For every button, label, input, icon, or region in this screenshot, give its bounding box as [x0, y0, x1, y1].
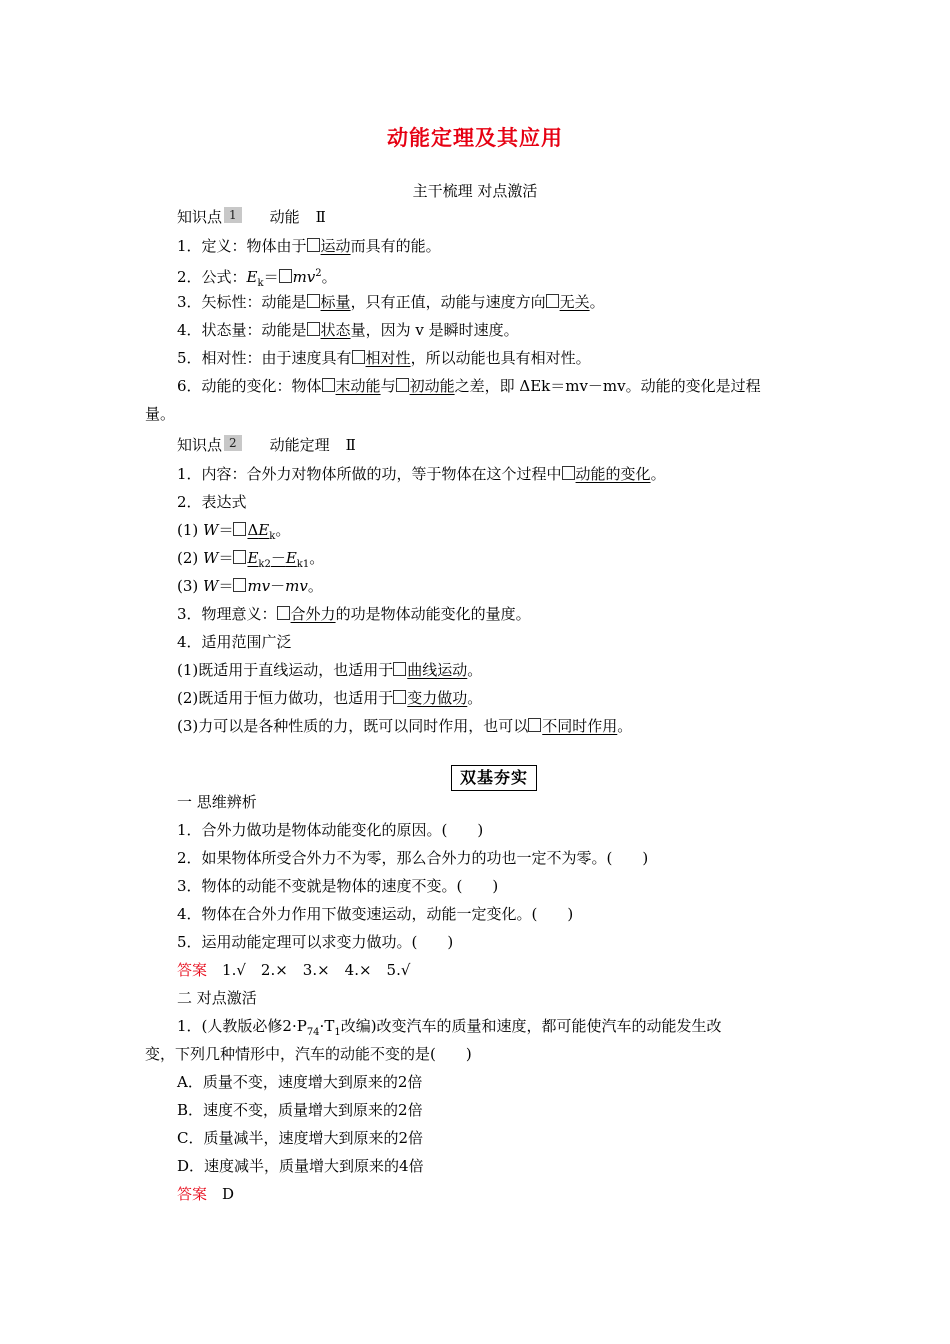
question-1: 1．合外力做功是物体动能变化的原因。( ) — [177, 821, 484, 839]
box-icon — [396, 378, 409, 392]
answer-label: 答案 — [177, 961, 208, 979]
answer-row-2 — [177, 1184, 234, 1204]
option-b: B．速度不变，质量增大到原来的2倍 — [177, 1101, 423, 1119]
kp2-label: 知识点 — [177, 436, 223, 454]
box-icon — [277, 606, 290, 620]
box-icon — [528, 718, 541, 732]
box-icon — [307, 322, 320, 336]
kp2-expr-3: (3) W＝ mv－mv。 — [177, 577, 323, 595]
box-icon — [279, 269, 292, 283]
part2-title: 二 对点激活 — [177, 989, 257, 1007]
kp2-expr-2: (2) $W= E_{k2}-E_{k1}$。 — [177, 549, 325, 570]
kp2-expr-1: (1) $W= \Delta E_k$。 — [177, 521, 291, 542]
box-icon — [307, 238, 320, 252]
kp1-item-6-cont: 量。 — [145, 405, 176, 423]
kp1-topic: 动能 — [269, 208, 300, 226]
kp2-scope-1: (1)既适用于直线运动，也适用于 曲线运动。 — [177, 661, 483, 679]
part1-title: 一 思维辨析 — [177, 793, 257, 811]
kp2-number-badge: 2 — [224, 435, 242, 451]
kp2-level: Ⅱ — [345, 436, 356, 454]
kp1-number-badge: 1 — [224, 207, 242, 223]
answer-blank: 运动 — [307, 237, 351, 255]
kp2-header — [177, 435, 356, 455]
question-5: 5．运用动能定理可以求变力做功。( ) — [177, 933, 454, 951]
box-icon — [233, 522, 246, 536]
kp2-item-2: 2．表达式 — [177, 493, 247, 511]
kp1-label: 知识点 — [177, 208, 223, 226]
kp2-item-1: 1．内容：合外力对物体所做的功，等于物体在这个过程中 动能的变化。 — [177, 465, 666, 483]
box-icon — [393, 690, 406, 704]
kp2-scope-2: (2)既适用于恒力做功，也适用于 变力做功。 — [177, 689, 483, 707]
answer-text: D — [222, 1185, 235, 1203]
kp1-item-5: 5．相对性：由于速度具有 相对性，所以动能也具有相对性。 — [177, 349, 591, 367]
text: 而具有的能。 — [350, 237, 441, 255]
answer-label: 答案 — [177, 1185, 208, 1203]
box-icon — [233, 578, 246, 592]
answer-row-1 — [177, 960, 410, 980]
activation-q1-line1: 1．(人教版必修$2\cdot P_{74}\cdot T_1$改编)改变汽车的质量和速度，都可能使汽车的动能发生改 — [177, 1017, 722, 1038]
kp1-item-3: 3．矢标性：动能是 标量，只有正值，动能与速度方向 无关。 — [177, 293, 605, 311]
box-icon — [307, 294, 320, 308]
box-icon — [233, 550, 246, 564]
question-4: 4．物体在合外力作用下做变速运动，动能一定变化。( ) — [177, 905, 574, 923]
activation-q1-line2: 变，下列几种情形中，汽车的动能不变的是( ) — [145, 1045, 472, 1063]
kp1-item-4: 4．状态量：动能是 状态量，因为 v 是瞬时速度。 — [177, 321, 519, 339]
kp1-item-2: 2．公式：$E_k= mv^2$。 — [177, 268, 337, 289]
option-c: C．质量减半，速度增大到原来的2倍 — [177, 1129, 424, 1147]
basics-heading: 双基夯实 — [451, 765, 537, 791]
option-d: D．速度减半，质量增大到原来的4倍 — [177, 1157, 424, 1175]
box-icon — [352, 350, 365, 364]
text: 1．定义：物体由于 — [177, 237, 307, 255]
section-header: 主干梳理 对点激活 — [412, 182, 538, 200]
box-icon — [562, 466, 575, 480]
answer-text: 1.√ 2.× 3.× 4.× 5.√ — [222, 961, 411, 979]
kp1-header — [177, 207, 326, 227]
kp2-item-4: 4．适用范围广泛 — [177, 633, 292, 651]
kp1-level: Ⅱ — [315, 208, 326, 226]
kp2-item-3: 3．物理意义： 合外力的功是物体动能变化的量度。 — [177, 605, 531, 623]
question-2: 2．如果物体所受合外力不为零，那么合外力的功也一定不为零。( ) — [177, 849, 649, 867]
option-a: A．质量不变，速度增大到原来的2倍 — [177, 1073, 423, 1091]
kp2-topic: 动能定理 — [269, 436, 330, 454]
kp2-scope-3: (3)力可以是各种性质的力，既可以同时作用，也可以 不同时作用。 — [177, 717, 633, 735]
box-icon — [322, 378, 335, 392]
box-icon — [546, 294, 559, 308]
kp1-item-1 — [177, 236, 441, 256]
question-3: 3．物体的动能不变就是物体的速度不变。( ) — [177, 877, 499, 895]
kp1-item-6: 6．动能的变化：物体 末动能与 初动能之差，即 ΔEk＝mv－mv。动能的变化是过程 — [177, 377, 761, 395]
page-title: 动能定理及其应用 — [387, 125, 563, 150]
box-icon — [393, 662, 406, 676]
